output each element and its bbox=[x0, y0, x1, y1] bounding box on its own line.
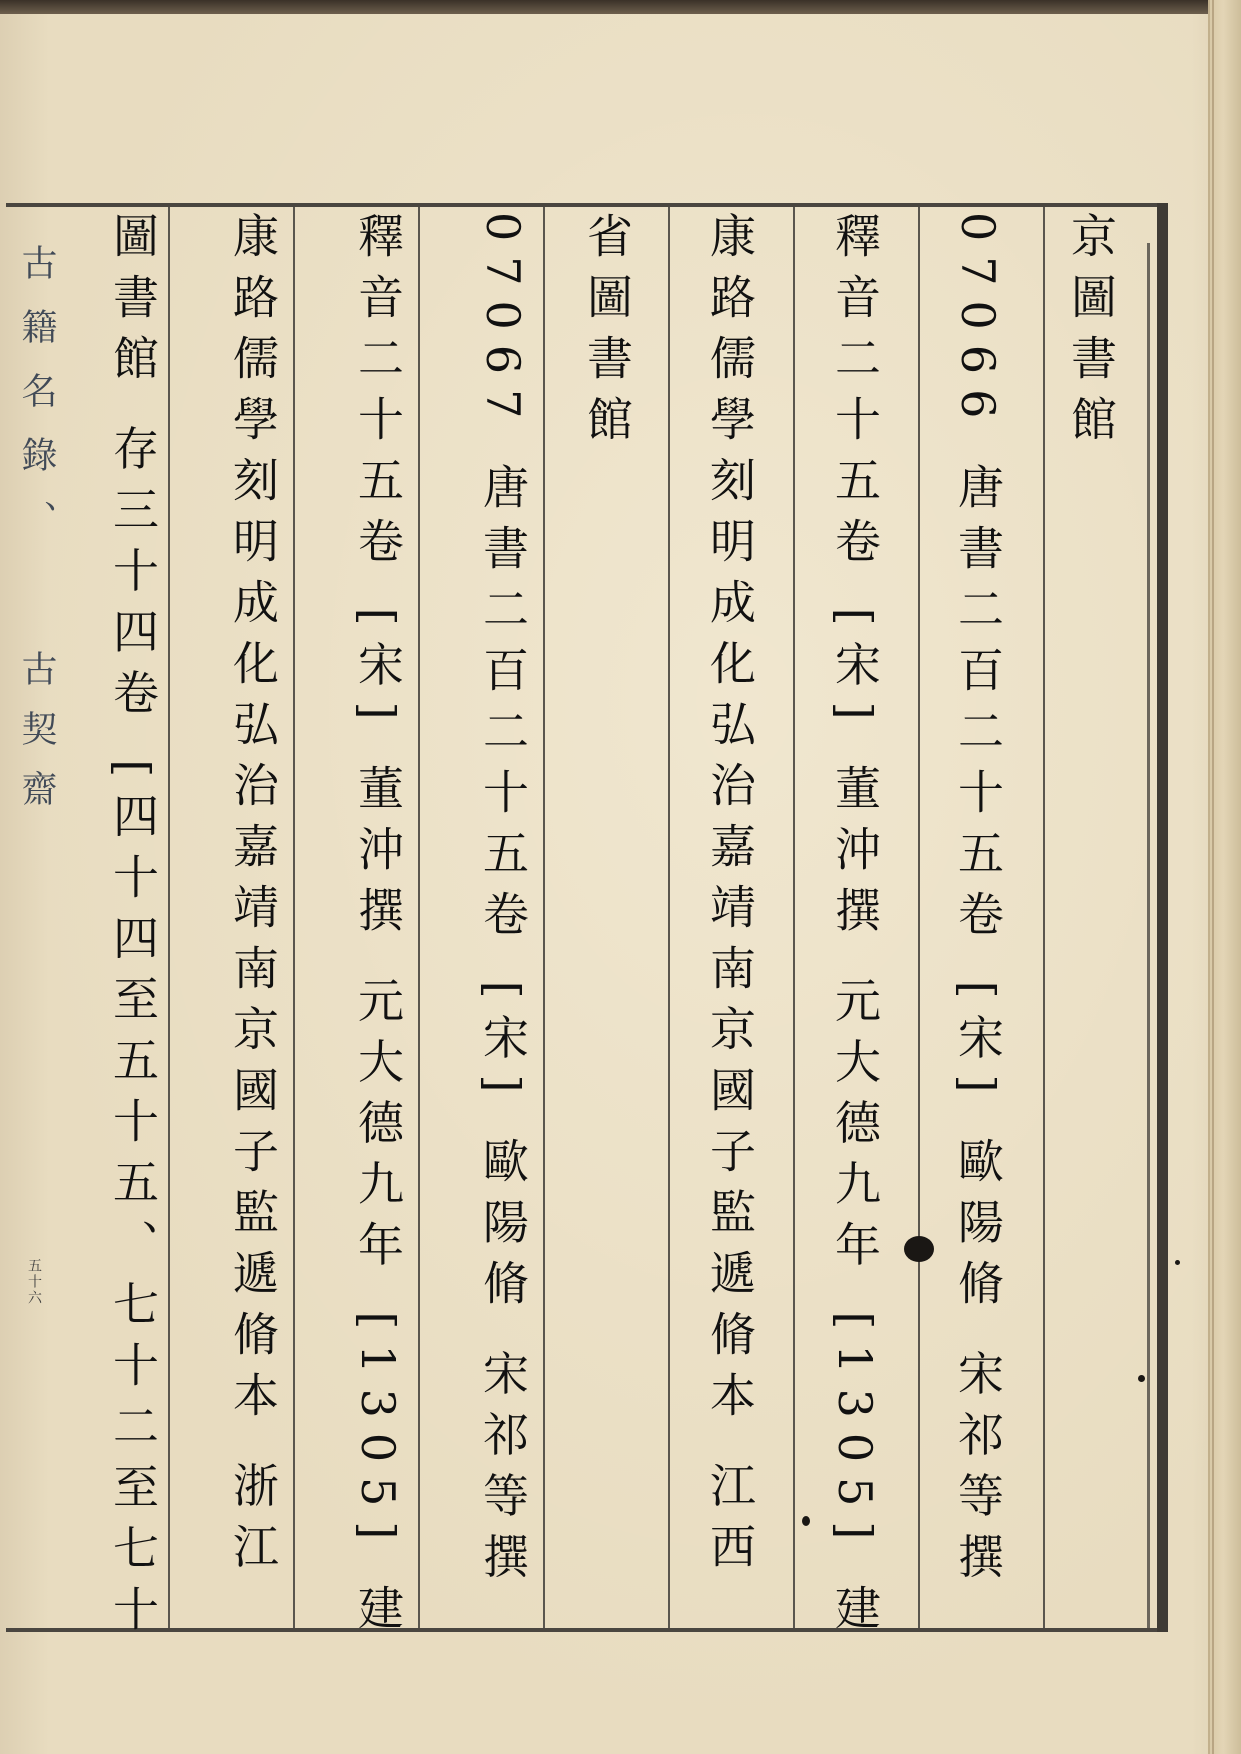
ink-speck bbox=[802, 1516, 810, 1526]
column-rule bbox=[793, 207, 795, 1628]
text-column: 康路儒學刻明成化弘治嘉靖南京國子監遞脩本 江西 bbox=[703, 212, 757, 1584]
text-column: 07066 唐書二百二十五卷 [宋] 歐陽脩 宋祁等撰 bbox=[951, 212, 1005, 1594]
column-rule bbox=[543, 207, 545, 1628]
column-rule bbox=[293, 207, 295, 1628]
column-rule bbox=[1043, 207, 1045, 1628]
frame-top-border bbox=[6, 203, 1164, 207]
fold-line bbox=[1212, 0, 1214, 1754]
text-column: 康路儒學刻明成化弘治嘉靖南京國子監遞脩本 浙江 bbox=[226, 212, 280, 1584]
text-column: 釋音二十五卷 [宋] 董沖撰 元大德九年 [1305] 建 bbox=[828, 212, 882, 1645]
page-number: 五十六 bbox=[26, 1258, 42, 1306]
text-column: 07067 唐書二百二十五卷 [宋] 歐陽脩 宋祁等撰 bbox=[476, 212, 530, 1594]
text-column: 釋音二十五卷 [宋] 董沖撰 元大德九年 [1305] 建 bbox=[351, 212, 405, 1645]
text-column: 京圖書館 bbox=[1064, 212, 1118, 456]
frame-right-border bbox=[1157, 203, 1168, 1632]
frame-right-inner-border bbox=[1147, 243, 1150, 1628]
frame-bottom-border bbox=[6, 1628, 1164, 1632]
column-rule bbox=[418, 207, 420, 1628]
text-column: 省圖書館 bbox=[580, 212, 634, 456]
column-rule bbox=[168, 207, 170, 1628]
column-rule bbox=[918, 207, 920, 1628]
text-column: 圖書館 存三十四卷 [四十四至五十五、七十二至七十 bbox=[106, 212, 160, 1647]
margin-book-title: 古籍名錄、 bbox=[16, 244, 57, 564]
page-top-edge bbox=[0, 0, 1241, 14]
ink-speck bbox=[1175, 1260, 1180, 1265]
ink-speck bbox=[1138, 1375, 1145, 1382]
column-rule bbox=[668, 207, 670, 1628]
ink-stain bbox=[904, 1236, 934, 1262]
margin-series-title: 古契齋 bbox=[16, 650, 57, 830]
